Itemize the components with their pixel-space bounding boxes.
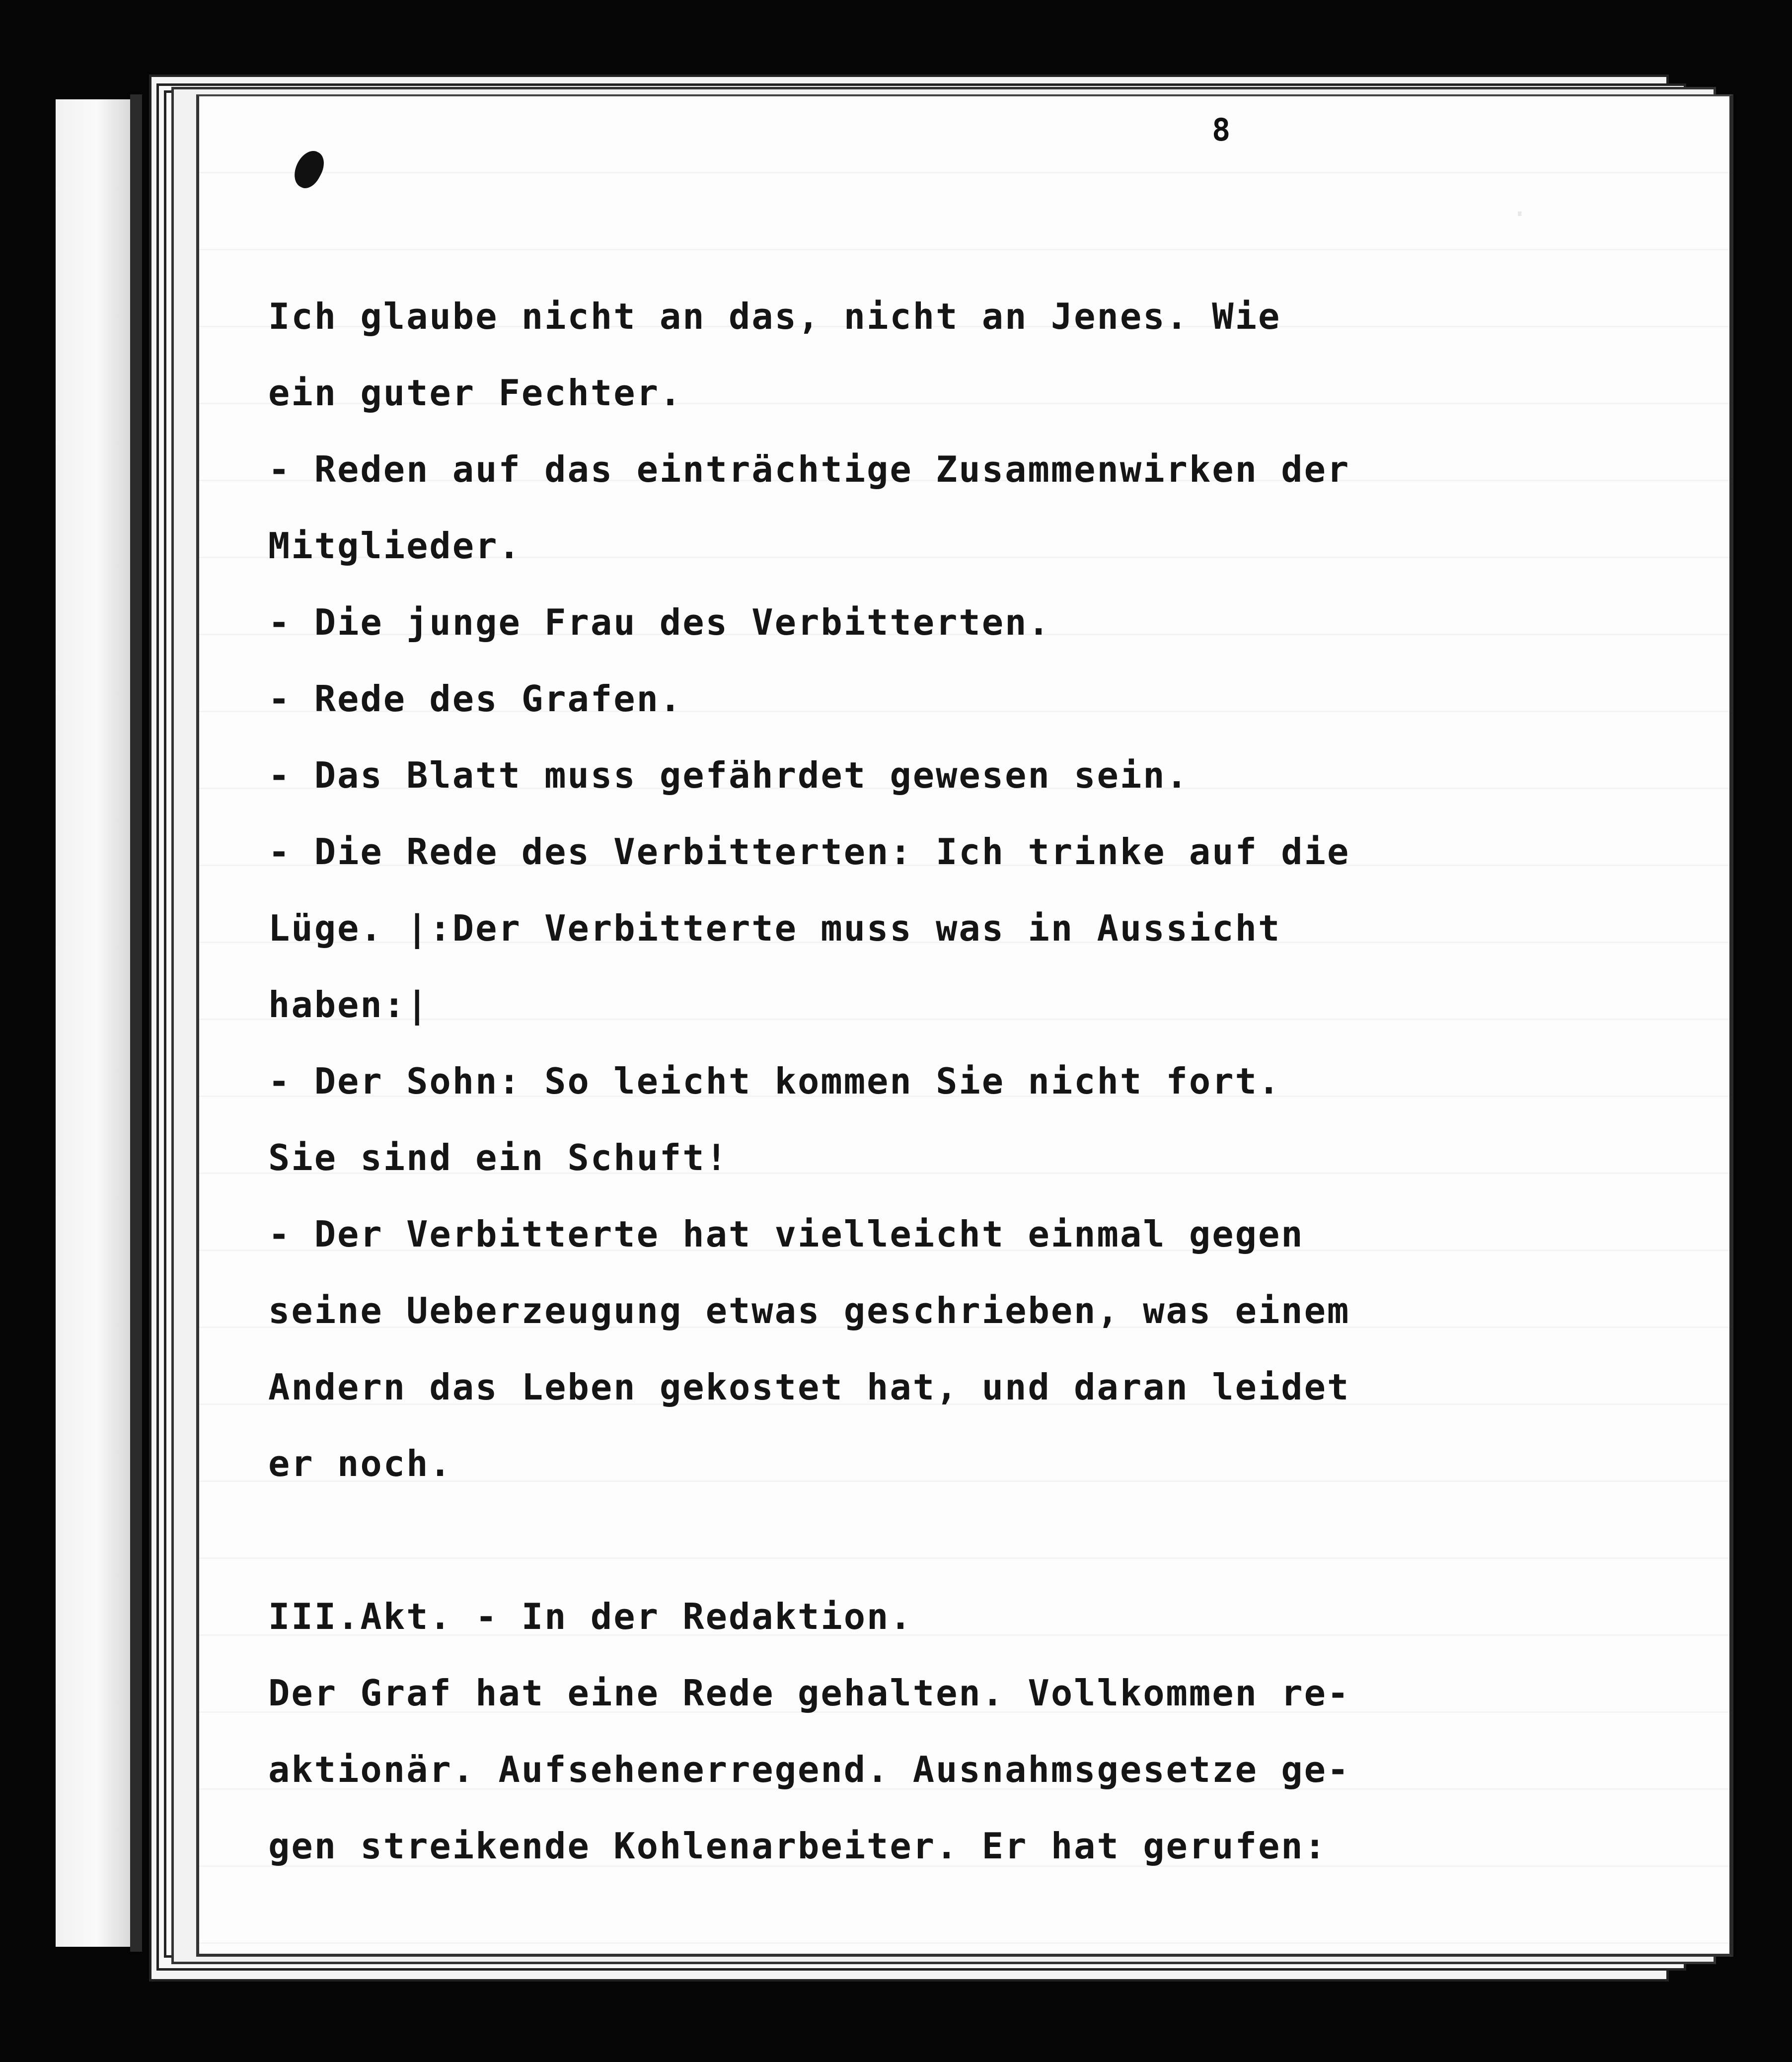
- text-line: - Die Rede des Verbitterten: Ich trinke auf die: [268, 831, 1350, 873]
- text-line: seine Ueberzeugung etwas geschrieben, was einem: [268, 1290, 1350, 1331]
- text-line: ein guter Fechter.: [268, 372, 683, 414]
- text-line: - Der Sohn: So leicht kommen Sie nicht fort.: [268, 1060, 1281, 1102]
- blank-line: [268, 1502, 1619, 1578]
- section-heading: III.Akt. - In der Redaktion.: [268, 1596, 913, 1637]
- text-line: - Die junge Frau des Verbitterten.: [268, 601, 1051, 643]
- text-line: aktionär. Aufsehenerregend. Ausnahmsgesetze ge-: [268, 1749, 1350, 1790]
- text-line: Sie sind ein Schuft!: [268, 1137, 729, 1178]
- text-line: Der Graf hat eine Rede gehalten. Vollkommen re-: [268, 1672, 1350, 1714]
- text-line: - Rede des Grafen.: [268, 678, 683, 720]
- binding-edge: [130, 94, 142, 1952]
- text-line: Mitglieder.: [268, 525, 522, 567]
- text-line: gen streikende Kohlenarbeiter. Er hat gerufen:: [268, 1825, 1327, 1867]
- binding-strip: [56, 99, 133, 1947]
- text-line: Lüge. |:Der Verbitterte muss was in Aussicht: [268, 907, 1281, 949]
- text-line: Ich glaube nicht an das, nicht an Jenes. Wie: [268, 295, 1281, 337]
- text-line: - Das Blatt muss gefährdet gewesen sein.: [268, 754, 1189, 796]
- ink-blot: [289, 146, 330, 192]
- text-line: - Reden auf das einträchtige Zusammenwirken der: [268, 448, 1350, 490]
- text-line: Andern das Leben gekostet hat, und daran leidet: [268, 1366, 1350, 1408]
- show-through-mark: ·: [1510, 196, 1529, 232]
- page-number: 8: [1212, 112, 1231, 148]
- text-line: er noch.: [268, 1443, 452, 1484]
- typed-text-body: [268, 278, 1619, 1884]
- text-line: - Der Verbitterte hat vielleicht einmal gegen: [268, 1213, 1304, 1255]
- text-line: haben:|: [268, 984, 430, 1026]
